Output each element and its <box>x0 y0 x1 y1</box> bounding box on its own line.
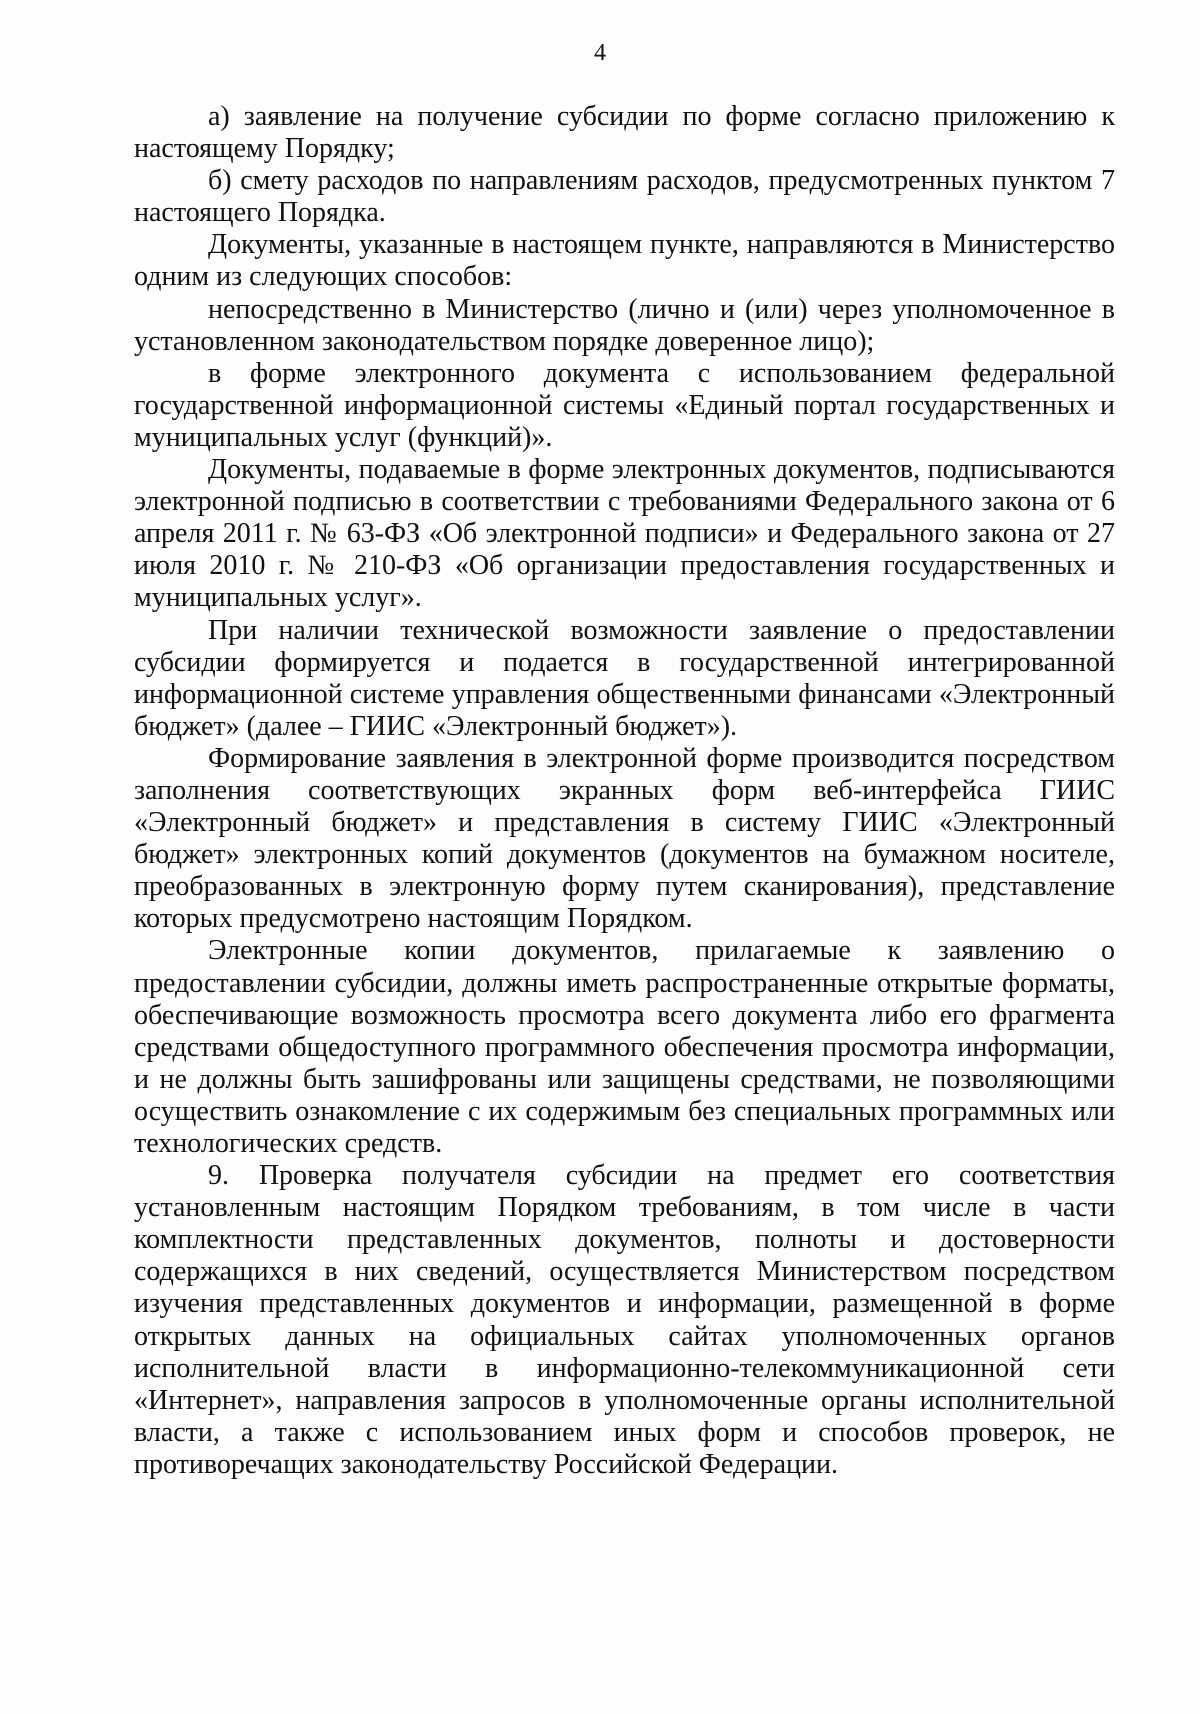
paragraph-electronic-signature: Документы, подаваемые в форме электронных документов, подписываются электронной подписью в соответствии с требованиями Федерального закона от 6 апреля 2011 г. № 63-ФЗ «Об электронной подписи» и Федерального закона от 27 июля 2010 г. № 210-ФЗ «Об организации предоставления государственных и муниципальных услуг». <box>134 454 1115 614</box>
page-number: 4 <box>594 40 606 66</box>
paragraph-item-a: а) заявление на получение субсидии по форме согласно приложению к настоящему Порядку; <box>134 101 1115 165</box>
paragraph-item-b: б) смету расходов по направлениям расходов, предусмотренных пунктом 7 настоящего Порядка. <box>134 165 1115 229</box>
paragraph-submission-methods: Документы, указанные в настоящем пункте, направляются в Министерство одним из следующих способов: <box>134 229 1115 293</box>
paragraph-form-filling: Формирование заявления в электронной форме производится посредством заполнения соответствующих экранных форм веб-интерфейса ГИИС «Электронный бюджет» и представления в систему ГИИС «Электронный бюджет» электронных копий документов (документов на бумажном носителе, преобразованных в электронную форму путем сканирования), представление которых предусмотрено настоящим Порядком. <box>134 742 1115 935</box>
document-body <box>134 101 1115 1481</box>
paragraph-electronic-submission: в форме электронного документа с использованием федеральной государственной информационной системы «Единый портал государственных и муниципальных услуг (функций)». <box>134 357 1115 453</box>
paragraph-electronic-copies: Электронные копии документов, прилагаемые к заявлению о предоставлении субсидии, должны иметь распространенные открытые форматы, обеспечивающие возможность просмотра всего документа либо его фрагмента средствами общедоступного программного обеспечения просмотра информации, и не должны быть зашифрованы или защищены средствами, не позволяющими осуществить ознакомление с их содержимым без специальных программных или технологических средств. <box>134 935 1115 1159</box>
paragraph-section-9: 9. Проверка получателя субсидии на предмет его соответствия установленным настоящим Порядком требованиям, в том числе в части комплектности представленных документов, полноты и достоверности содержащихся в них сведений, осуществляется Министерством посредством изучения представленных документов и информации, размещенной в форме открытых данных на официальных сайтах уполномоченных органов исполнительной власти в информационно-телекоммуникационной сети «Интернет», направления запросов в уполномоченные органы исполнительной власти, а также с использованием иных форм и способов проверок, не противоречащих законодательству Российской Федерации. <box>134 1160 1115 1480</box>
paragraph-electronic-budget: При наличии технической возможности заявление о предоставлении субсидии формируется и подается в государственной интегрированной информационной системе управления общественными финансами «Электронный бюджет» (далее – ГИИС «Электронный бюджет»). <box>134 614 1115 742</box>
paragraph-direct-submission: непосредственно в Министерство (лично и (или) через уполномоченное в установленном законодательством порядке доверенное лицо); <box>134 293 1115 357</box>
